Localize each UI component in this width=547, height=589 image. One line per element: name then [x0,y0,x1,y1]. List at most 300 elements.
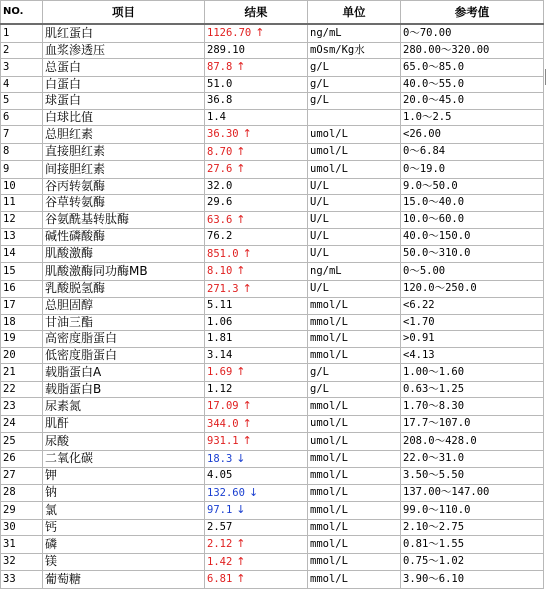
row-item-name-cell [43,381,205,398]
row-no: 17 [3,299,16,311]
row-item-name-cell [43,280,205,298]
row-no-cell [1,178,43,195]
row-result: 5.11 [207,299,233,311]
row-result-cell [205,245,308,263]
row-unit: g/L [310,60,329,73]
row-no-cell [1,314,43,331]
row-unit-cell [308,519,401,536]
table-row [1,433,544,451]
table-row [1,93,544,110]
row-no: 13 [3,230,16,242]
row-unit: mmol/L [310,315,348,328]
row-no-cell [1,536,43,554]
row-item-name: 磷 [45,536,58,551]
row-item-name-cell [43,364,205,382]
table-row [1,519,544,536]
row-unit-cell [308,536,401,554]
row-item-name-cell [43,298,205,315]
row-unit: mmol/L [310,348,348,361]
arrow-up-icon: ↑ [236,60,246,73]
row-result: 2.12 [207,538,233,550]
row-item-name-cell [43,519,205,536]
table-row [1,298,544,315]
row-item-name: 肌酸激酶同功酶MB [45,263,148,278]
row-item-name-cell [43,195,205,212]
row-unit: mmol/L [310,452,348,464]
row-result-cell [205,553,308,571]
row-no: 11 [3,196,16,208]
table-row [1,143,544,161]
row-item-name: 二氧化碳 [45,451,94,465]
row-no: 22 [3,382,16,395]
row-item-name: 氯 [45,502,58,517]
row-unit-cell [308,553,401,571]
row-reference-cell [401,398,544,416]
row-item-name-cell [43,143,205,161]
row-no: 20 [3,348,16,361]
row-result-cell [205,484,308,502]
row-no-cell [1,161,43,179]
row-reference: 0.75～1.02 [403,555,465,567]
row-no-cell [1,571,43,589]
row-unit: mmol/L [310,299,348,311]
row-no-cell [1,298,43,315]
row-no-cell [1,93,43,110]
row-no-cell [1,468,43,485]
row-unit: g/L [310,77,329,90]
row-unit-cell [308,42,401,59]
row-no-cell [1,484,43,502]
row-item-name: 谷丙转氨酶 [45,178,106,193]
row-no: 7 [3,127,10,140]
table-row [1,398,544,416]
row-result-cell [205,298,308,315]
arrow-down-icon: ↓ [236,503,246,516]
row-result-cell [205,519,308,536]
row-unit-cell [308,398,401,416]
row-result-cell [205,211,308,229]
row-unit-cell [308,161,401,179]
row-unit-cell [308,502,401,520]
row-unit: umol/L [310,162,348,175]
row-item-name: 载脂蛋白A [45,364,102,379]
arrow-up-icon: ↑ [236,162,246,175]
row-unit-cell [308,109,401,126]
row-item-name: 乳酸脱氢酶 [45,281,106,295]
table-row [1,280,544,298]
row-no: 3 [3,60,10,73]
header-reference: 参考值 [401,1,544,25]
row-no-cell [1,415,43,433]
row-item-name: 白蛋白 [45,76,82,91]
row-unit: mmol/L [310,332,348,344]
row-result-cell [205,314,308,331]
row-no-cell [1,364,43,382]
row-reference: 9.0～50.0 [403,179,458,192]
table-row [1,484,544,502]
row-reference-cell [401,42,544,59]
header-no: NO. [1,1,43,25]
row-item-name-cell [43,161,205,179]
row-no: 32 [3,555,16,567]
row-unit-cell [308,433,401,451]
row-item-name: 白球比值 [45,109,94,124]
row-result-cell [205,450,308,468]
row-reference-cell [401,195,544,212]
row-reference-cell [401,364,544,382]
row-reference: 137.00～147.00 [403,486,490,498]
table-body [1,24,544,588]
row-item-name: 高密度脂蛋白 [45,331,118,345]
row-unit-cell [308,263,401,281]
arrow-up-icon: ↑ [236,365,246,378]
row-no: 31 [3,537,16,550]
row-reference: 0～6.84 [403,145,446,157]
row-no: 26 [3,452,16,464]
row-reference: 0.63～1.25 [403,382,465,395]
row-reference: <26.00 [403,127,441,140]
row-reference: 280.00～320.00 [403,43,490,56]
row-no: 4 [3,77,10,90]
row-result-cell [205,24,308,42]
row-unit-cell [308,381,401,398]
row-item-name: 钠 [45,485,58,499]
row-no: 33 [3,572,16,585]
row-reference: <1.70 [403,315,435,328]
row-unit: mmol/L [310,399,348,412]
row-result: 36.8 [207,94,233,106]
row-result-cell [205,331,308,348]
row-reference: 0～19.0 [403,162,446,175]
row-unit-cell [308,280,401,298]
row-unit: mmol/L [310,503,348,516]
row-unit: U/L [310,213,329,225]
row-item-name: 血浆渗透压 [45,42,106,57]
row-item-name-cell [43,93,205,110]
row-reference-cell [401,280,544,298]
row-no: 23 [3,399,16,412]
row-unit: ng/mL [310,264,342,277]
row-reference-cell [401,502,544,520]
row-reference: 15.0～40.0 [403,196,465,208]
arrow-up-icon: ↑ [255,26,265,39]
row-item-name: 球蛋白 [45,93,82,107]
row-result-cell [205,178,308,195]
row-item-name: 间接胆红素 [45,161,106,176]
row-result-cell [205,42,308,59]
row-unit: mmol/L [310,537,348,550]
table-row [1,536,544,554]
row-item-name: 钾 [45,468,58,482]
row-item-name-cell [43,109,205,126]
row-result-cell [205,536,308,554]
row-item-name: 谷氨酰基转肽酶 [45,212,130,226]
row-item-name-cell [43,571,205,589]
row-item-name-cell [43,468,205,485]
row-result-cell [205,571,308,589]
row-no: 18 [3,315,16,328]
row-reference-cell [401,536,544,554]
table-header-row [1,1,544,25]
row-result: 931.1 [207,435,239,447]
row-result: 36.30 [207,128,239,140]
row-item-name: 直接胆红素 [45,144,106,158]
row-unit: g/L [310,382,329,395]
row-unit: U/L [310,282,329,294]
row-result: 51.0 [207,77,233,90]
row-item-name: 肌酐 [45,416,70,430]
table-row [1,211,544,229]
row-reference: 40.0～55.0 [403,77,465,90]
row-item-name-cell [43,229,205,246]
row-no-cell [1,42,43,59]
row-result-cell [205,143,308,161]
row-unit: mmol/L [310,486,348,498]
row-item-name: 甘油三酯 [45,314,94,329]
table-row [1,178,544,195]
row-no-cell [1,211,43,229]
row-unit-cell [308,195,401,212]
row-result-cell [205,280,308,298]
row-item-name-cell [43,59,205,77]
row-unit-cell [308,331,401,348]
table-row [1,502,544,520]
row-item-name-cell [43,42,205,59]
row-item-name-cell [43,263,205,281]
row-item-name-cell [43,484,205,502]
row-reference-cell [401,571,544,589]
row-reference: 1.00～1.60 [403,365,465,378]
row-reference-cell [401,59,544,77]
row-unit-cell [308,59,401,77]
table-row [1,331,544,348]
row-reference-cell [401,450,544,468]
row-result: 1.42 [207,555,233,568]
row-unit: ng/mL [310,26,342,39]
row-reference-cell [401,126,544,144]
row-no-cell [1,519,43,536]
table-row [1,450,544,468]
row-result: 132.60 [207,486,245,499]
row-result-cell [205,109,308,126]
row-item-name-cell [43,76,205,93]
row-unit: g/L [310,94,329,106]
row-unit: mOsm/Kg水 [310,43,365,56]
table-row [1,59,544,77]
row-reference: 40.0～150.0 [403,230,471,242]
row-item-name-cell [43,502,205,520]
row-result: 97.1 [207,504,233,516]
row-item-name-cell [43,433,205,451]
row-result-cell [205,364,308,382]
row-item-name-cell [43,126,205,144]
row-unit-cell [308,126,401,144]
row-result: 1126.70 [207,27,252,39]
table-row [1,24,544,42]
row-result-cell [205,59,308,77]
row-reference: 120.0～250.0 [403,282,477,294]
row-no-cell [1,245,43,263]
row-result-cell [205,415,308,433]
row-result: 289.10 [207,43,245,56]
table-row [1,571,544,589]
row-item-name: 谷草转氨酶 [45,195,106,209]
row-no: 1 [3,26,10,39]
arrow-down-icon: ↓ [236,451,246,465]
row-reference-cell [401,93,544,110]
table-row [1,347,544,364]
arrow-up-icon: ↑ [242,246,252,260]
row-result: 32.0 [207,179,233,192]
row-no-cell [1,381,43,398]
row-unit-cell [308,211,401,229]
arrow-up-icon: ↑ [236,264,246,277]
row-reference: 3.90～6.10 [403,572,465,585]
row-reference-cell [401,263,544,281]
table-row [1,195,544,212]
row-unit-cell [308,415,401,433]
row-result-cell [205,161,308,179]
row-item-name-cell [43,211,205,229]
row-reference-cell [401,229,544,246]
row-reference: 20.0～45.0 [403,94,465,106]
row-no: 24 [3,417,16,429]
row-result-cell [205,93,308,110]
row-unit-cell [308,143,401,161]
row-reference-cell [401,298,544,315]
row-reference: 0～5.00 [403,264,446,277]
row-no-cell [1,24,43,42]
row-item-name: 钙 [45,519,58,534]
row-no-cell [1,502,43,520]
row-result: 3.14 [207,348,233,361]
row-result-cell [205,502,308,520]
arrow-up-icon: ↑ [242,399,252,412]
row-item-name-cell [43,398,205,416]
row-reference: 10.0～60.0 [403,213,465,225]
row-reference-cell [401,109,544,126]
row-no-cell [1,76,43,93]
row-reference-cell [401,347,544,364]
row-item-name: 肌红蛋白 [45,25,94,40]
row-reference-cell [401,314,544,331]
row-unit: U/L [310,196,329,208]
table-row [1,468,544,485]
row-no-cell [1,126,43,144]
table-row [1,161,544,179]
row-unit: U/L [310,230,329,242]
row-result: 271.3 [207,282,239,295]
row-no: 29 [3,503,16,516]
row-reference-cell [401,24,544,42]
row-result: 851.0 [207,247,239,260]
arrow-up-icon: ↑ [242,127,252,140]
row-result: 29.6 [207,196,233,208]
row-reference: 22.0～31.0 [403,452,465,464]
arrow-up-icon: ↑ [242,281,252,295]
table-row [1,263,544,281]
row-item-name: 低密度脂蛋白 [45,347,118,362]
row-result-cell [205,398,308,416]
row-unit-cell [308,245,401,263]
row-result-cell [205,468,308,485]
row-item-name: 载脂蛋白B [45,381,102,396]
row-result: 6.81 [207,573,233,585]
row-result: 17.09 [207,400,239,412]
row-item-name-cell [43,553,205,571]
row-reference-cell [401,553,544,571]
arrow-up-icon: ↑ [236,572,246,585]
table-row [1,364,544,382]
row-item-name: 葡萄糖 [45,571,82,586]
arrow-up-icon: ↑ [242,434,252,447]
row-no-cell [1,347,43,364]
header-item: 项目 [43,1,205,25]
row-result: 76.2 [207,230,233,242]
arrow-up-icon: ↑ [236,144,246,158]
row-no-cell [1,553,43,571]
row-result-cell [205,76,308,93]
header-result: 结果 [205,1,308,25]
row-no: 9 [3,162,10,175]
row-result: 1.81 [207,332,233,344]
row-item-name: 总蛋白 [45,59,82,74]
row-result: 8.10 [207,265,233,277]
row-unit-cell [308,364,401,382]
arrow-up-icon: ↑ [242,416,252,430]
table-row [1,245,544,263]
row-unit-cell [308,178,401,195]
row-reference-cell [401,331,544,348]
row-reference-cell [401,519,544,536]
row-result-cell [205,126,308,144]
row-reference: 0～70.00 [403,26,452,39]
row-no: 12 [3,213,16,225]
row-result: 1.12 [207,382,233,395]
row-unit-cell [308,76,401,93]
row-result: 63.6 [207,213,233,226]
row-item-name-cell [43,331,205,348]
row-item-name-cell [43,314,205,331]
row-result-cell [205,347,308,364]
row-item-name: 镁 [45,554,58,568]
row-no-cell [1,109,43,126]
row-reference: 65.0～85.0 [403,60,465,73]
table-row [1,415,544,433]
row-result: 2.57 [207,520,233,533]
header-unit: 单位 [308,1,401,25]
row-result: 1.06 [207,315,233,328]
row-no-cell [1,398,43,416]
arrow-up-icon: ↑ [236,554,246,568]
row-no: 28 [3,486,16,498]
row-result: 27.6 [207,163,233,175]
row-unit: mmol/L [310,520,348,533]
row-result: 344.0 [207,417,239,430]
row-result-cell [205,229,308,246]
row-no-cell [1,59,43,77]
row-reference-cell [401,76,544,93]
row-unit-cell [308,298,401,315]
row-reference: 17.7～107.0 [403,417,471,429]
row-result-cell [205,263,308,281]
row-reference: >0.91 [403,332,435,344]
table-row [1,314,544,331]
row-result: 4.05 [207,469,233,481]
row-reference: 1.0～2.5 [403,110,452,123]
row-item-name-cell [43,178,205,195]
row-no-cell [1,229,43,246]
